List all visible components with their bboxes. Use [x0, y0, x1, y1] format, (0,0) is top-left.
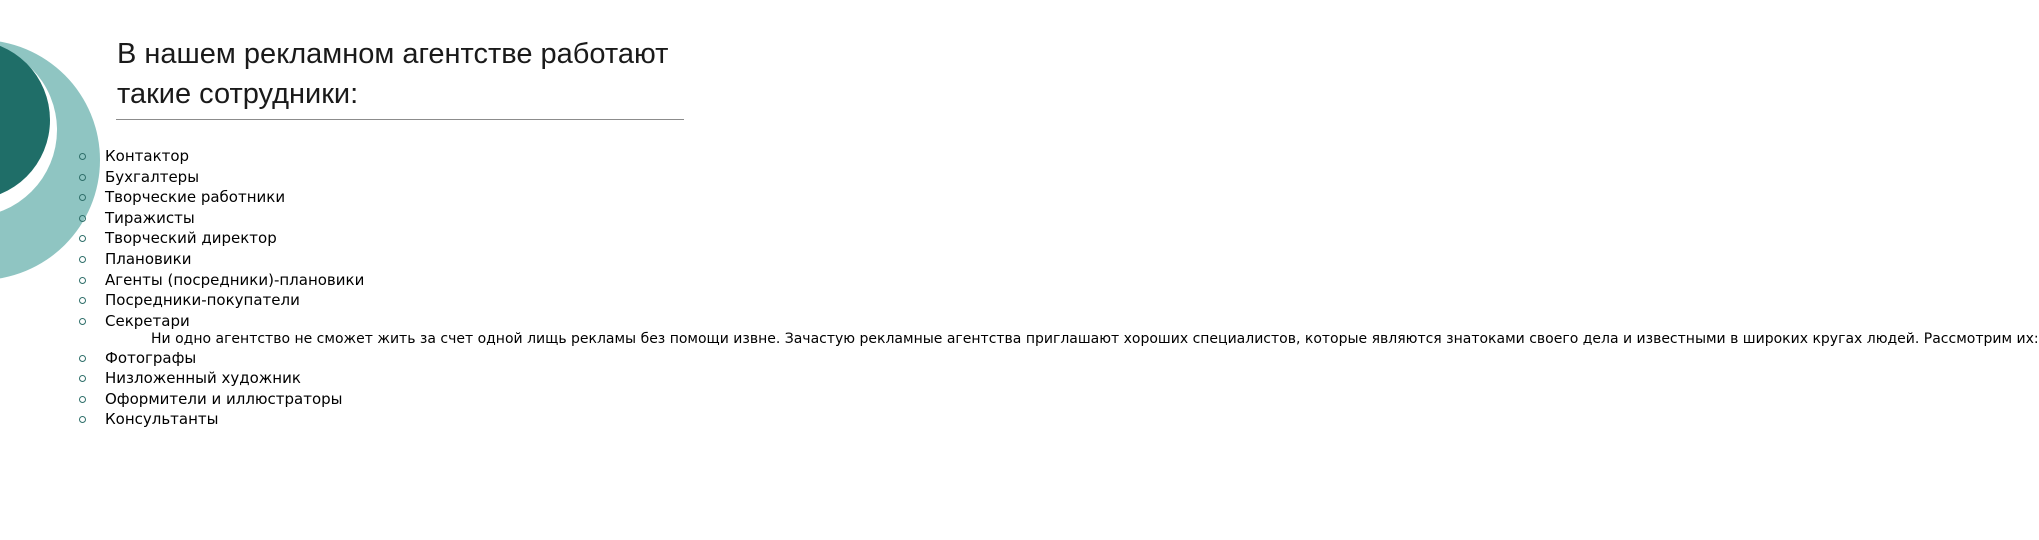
list-item — [78, 389, 698, 410]
list-item-text: Творческие работники — [105, 188, 286, 207]
list-item-text: Фотографы — [105, 348, 197, 367]
title-divider — [116, 119, 684, 120]
list-item — [78, 167, 698, 188]
list-item-text: Консультанты — [105, 410, 219, 429]
intro-paragraph: Ни одно агентство не сможет жить за счет одной лищь рекламы без помощи извне. Зачастую рекламные агентства приглашают хороших специалистов, которые являются знатоками своего дела и известными в широких кругах людей. Рассмотрим их: — [151, 331, 2039, 348]
hollow-circle-bullet-icon — [79, 153, 86, 160]
list-item — [78, 228, 698, 249]
list-item-text: Агенты (посредники)-плановики — [105, 270, 365, 289]
hollow-circle-bullet-icon — [79, 416, 86, 423]
hollow-circle-bullet-icon — [79, 318, 86, 325]
hollow-circle-bullet-icon — [79, 396, 86, 403]
staff-list — [78, 146, 2039, 430]
list-item — [78, 187, 698, 208]
list-item-text: Контактор — [105, 147, 190, 165]
list-item-text: Тиражисты — [105, 208, 195, 227]
hollow-circle-bullet-icon — [79, 277, 86, 284]
hollow-circle-bullet-icon — [79, 256, 86, 263]
list-item — [78, 290, 698, 311]
hollow-circle-bullet-icon — [79, 235, 86, 242]
list-item-text: Творческий директор — [105, 229, 277, 248]
list-item-text: Оформители и иллюстраторы — [105, 389, 343, 408]
list-item — [78, 249, 698, 270]
list-item-text: Посредники-покупатели — [105, 291, 300, 310]
hollow-circle-bullet-icon — [79, 215, 86, 222]
list-item-text: Плановики — [105, 249, 192, 268]
list-item — [78, 409, 698, 430]
slide-title: В нашем рекламном агентстве работают такие сотрудники: — [117, 38, 669, 110]
hollow-circle-bullet-icon — [79, 297, 86, 304]
list-item-text: Секретари — [105, 311, 190, 330]
list-item-text: Низложенный художник — [105, 369, 301, 388]
hollow-circle-bullet-icon — [79, 375, 86, 382]
list-item — [78, 311, 698, 332]
list-item — [78, 368, 698, 389]
list-item — [78, 208, 698, 229]
list-item — [78, 270, 698, 291]
hollow-circle-bullet-icon — [79, 194, 86, 201]
list-item — [78, 348, 698, 369]
list-item-text: Бухгалтеры — [105, 167, 200, 186]
list-item — [78, 146, 698, 167]
hollow-circle-bullet-icon — [79, 174, 86, 181]
hollow-circle-bullet-icon — [79, 355, 86, 362]
